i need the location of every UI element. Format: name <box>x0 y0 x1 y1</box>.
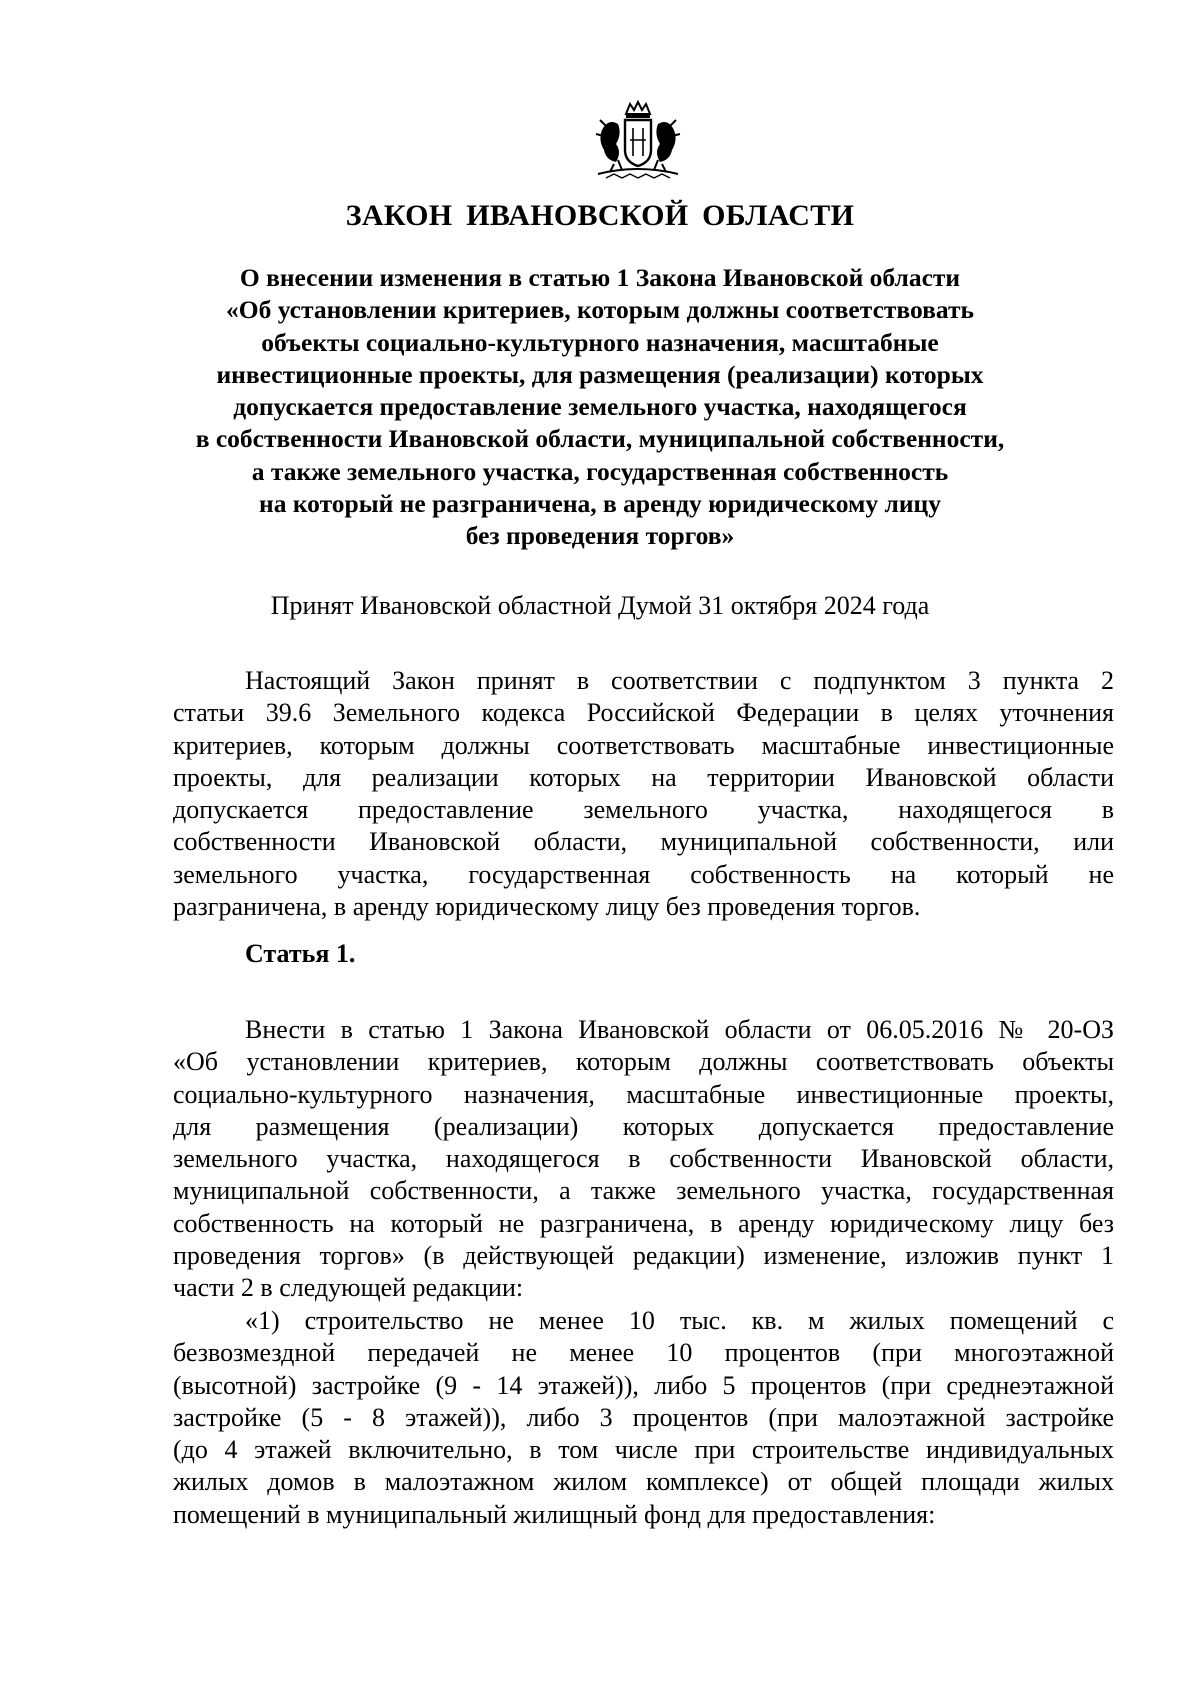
amendment-line: (высотной) застройке (9 - 14 этажей)), либо 5 процентов (при среднеэтажной <box>173 1370 1114 1400</box>
preamble-line: разграничена, в аренду юридическому лицу без проведения торгов. <box>173 892 921 922</box>
amendment-line: помещений в муниципальный жилищный фонд для предоставления: <box>173 1499 936 1529</box>
article-paragraph <box>173 1014 1114 1305</box>
amendment-line: застройке (5 - 8 этажей)), либо 3 процентов (при малоэтажной застройке <box>173 1402 1114 1432</box>
coat-of-arms-emblem <box>592 100 684 182</box>
article-line: «Об установлении критериев, которым должны соответствовать объекты <box>173 1047 1114 1077</box>
law-subtitle <box>140 262 1060 553</box>
subtitle-line: без проведения торгов» <box>465 521 735 551</box>
subtitle-line: допускается предоставление земельного участка, находящегося <box>233 392 967 422</box>
amendment-line: безвозмездной передачей не менее 10 процентов (при многоэтажной <box>173 1338 1114 1368</box>
preamble-line: критериев, которым должны соответствовать масштабные инвестиционные <box>173 730 1114 760</box>
preamble-paragraph <box>173 665 1114 923</box>
preamble-line: земельного участка, государственная собственность на который не <box>173 859 1114 889</box>
article-line: для размещения (реализации) которых допускается предоставление <box>173 1111 1114 1141</box>
subtitle-line: а также земельного участка, государственная собственность <box>251 456 949 486</box>
amendment-paragraph <box>173 1305 1114 1531</box>
article-line: земельного участка, находящегося в собственности Ивановской области, <box>173 1144 1114 1174</box>
preamble-line: собственности Ивановской области, муниципальной собственности, или <box>173 827 1114 857</box>
subtitle-line: на который не разграничена, в аренду юридическому лицу <box>259 489 941 519</box>
preamble-line: Настоящий Закон принят в соответствии с подпунктом 3 пункта 2 <box>245 666 1114 695</box>
preamble-line: допускается предоставление земельного участка, находящегося в <box>173 795 1114 825</box>
amendment-line: жилых домов в малоэтажном жилом комплексе) от общей площади жилых <box>173 1467 1114 1497</box>
article-line: Внести в статью 1 Закона Ивановской области от 06.05.2016 № 20-ОЗ <box>245 1015 1114 1044</box>
article-line: собственность на который не разграничена, в аренду юридическому лицу без <box>173 1208 1114 1238</box>
subtitle-line: инвестиционные проекты, для размещения (реализации) которых <box>216 359 984 389</box>
subtitle-line: О внесении изменения в статью 1 Закона Ивановской области <box>239 263 961 292</box>
preamble-line: статьи 39.6 Земельного кодекса Российской Федерации в целях уточнения <box>173 698 1114 728</box>
subtitle-line: «Об установлении критериев, которым должны соответствовать <box>225 295 975 325</box>
article-heading: Статья 1. <box>245 939 356 968</box>
adoption-note: Принят Ивановской областной Думой 31 октября 2024 года <box>270 591 930 620</box>
amendment-line: (до 4 этажей включительно, в том числе при строительстве индивидуальных <box>173 1435 1114 1465</box>
amendment-line: «1) строительство не менее 10 тыс. кв. м жилых помещений с <box>245 1306 1114 1335</box>
article-line: социально-культурного назначения, масштабные инвестиционные проекты, <box>173 1079 1114 1109</box>
subtitle-line: объекты социально-культурного назначения, масштабные <box>261 327 939 357</box>
article-line: части 2 в следующей редакции: <box>173 1273 524 1303</box>
subtitle-line: в собственности Ивановской области, муниципальной собственности, <box>195 424 1005 454</box>
law-title: ЗАКОН ИВАНОВСКОЙ ОБЛАСТИ <box>345 199 855 232</box>
preamble-line: проекты, для реализации которых на территории Ивановской области <box>173 762 1114 792</box>
article-line: муниципальной собственности, а также земельного участка, государственная <box>173 1176 1114 1206</box>
article-line: проведения торгов» (в действующей редакции) изменение, изложив пункт 1 <box>173 1241 1114 1271</box>
